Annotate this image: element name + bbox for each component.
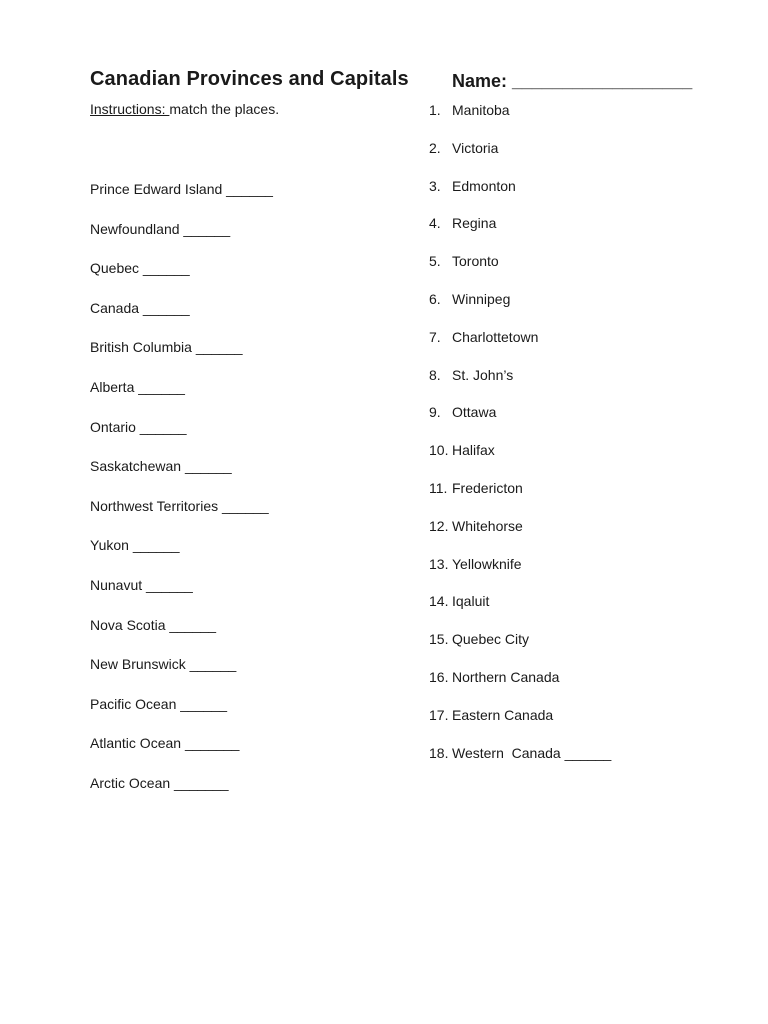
place-item: Newfoundland ______: [90, 220, 231, 237]
answer-text: Toronto: [452, 253, 499, 270]
answer-text: Iqaluit: [452, 593, 490, 610]
place-item: Nova Scotia ______: [90, 616, 217, 633]
answer-item: [429, 517, 611, 555]
answer-text: Whitehorse: [452, 517, 523, 534]
instructions-label: Instructions:: [90, 101, 170, 117]
answer-text: Winnipeg: [452, 290, 511, 307]
answer-item: [429, 290, 611, 328]
answer-text: Ottawa: [452, 404, 497, 421]
place-item: Atlantic Ocean _______: [90, 735, 240, 752]
answer-item: [429, 139, 611, 177]
answer-item: [429, 177, 611, 215]
answer-number: 15.: [429, 631, 449, 648]
answer-number: 14.: [429, 593, 449, 610]
answer-item: [429, 744, 611, 782]
place-item: Quebec ______: [90, 260, 190, 277]
answer-number: 18.: [429, 744, 449, 761]
answer-text: Victoria: [452, 139, 499, 156]
answer-item: [429, 706, 611, 744]
instructions-text: match the places.: [169, 101, 280, 117]
answer-number: 13.: [429, 555, 449, 572]
answer-text: Eastern Canada: [452, 706, 554, 723]
answer-item: [429, 441, 611, 479]
place-item: British Columbia ______: [90, 339, 243, 356]
answer-text: Charlottetown: [452, 328, 539, 345]
place-item: Saskatchewan ______: [90, 458, 232, 475]
answer-number: 6.: [429, 290, 441, 307]
answer-number: 3.: [429, 177, 441, 194]
instructions: [90, 101, 279, 117]
answer-text: Regina: [452, 215, 497, 232]
answer-item: [429, 214, 611, 252]
place-item: Northwest Territories ______: [90, 497, 269, 514]
answer-number: 11.: [429, 479, 448, 496]
answer-text: St. John’s: [452, 366, 514, 383]
answer-text: Northern Canada: [452, 668, 560, 685]
place-item: Prince Edward Island ______: [90, 181, 273, 197]
answer-number: 12.: [429, 517, 449, 534]
page-title: Canadian Provinces and Capitals: [90, 68, 409, 90]
answer-number: 5.: [429, 253, 441, 270]
name-field: Name: __________________: [452, 71, 693, 91]
answer-item: [429, 403, 611, 441]
place-item: Arctic Ocean _______: [90, 774, 229, 791]
place-item: Nunavut ______: [90, 576, 193, 593]
answer-item: [429, 668, 611, 706]
place-item: Canada ______: [90, 299, 190, 316]
answer-number: 1.: [429, 102, 441, 118]
answer-text: Manitoba: [452, 102, 510, 118]
answer-number: 8.: [429, 366, 441, 383]
place-item: New Brunswick ______: [90, 656, 237, 673]
place-item: Pacific Ocean ______: [90, 695, 227, 712]
answer-number: 17.: [429, 706, 449, 723]
answer-item: [429, 366, 611, 404]
answer-item: [429, 252, 611, 290]
answer-text: Halifax: [452, 442, 495, 459]
answer-item: [429, 479, 611, 517]
answer-text: Quebec City: [452, 631, 530, 648]
answer-number: 2.: [429, 139, 441, 156]
place-item: Yukon ______: [90, 537, 180, 554]
answers-list: [429, 101, 611, 781]
place-item: Ontario ______: [90, 418, 187, 435]
answer-item: [429, 555, 611, 593]
answer-item: [429, 592, 611, 630]
place-item: Alberta ______: [90, 378, 185, 395]
answer-number: 9.: [429, 404, 441, 421]
answer-text: Yellowknife: [452, 555, 522, 572]
places-list: [90, 180, 273, 814]
answer-text: Edmonton: [452, 177, 516, 194]
answer-number: 7.: [429, 328, 441, 345]
answer-number: 10.: [429, 442, 449, 459]
answer-number: 4.: [429, 215, 441, 232]
answer-item: [429, 101, 611, 139]
answer-text: Fredericton: [452, 479, 523, 496]
answer-number: 16.: [429, 668, 449, 685]
answer-item: [429, 328, 611, 366]
answer-item: [429, 630, 611, 668]
answer-text: Western Canada ______: [452, 744, 612, 761]
